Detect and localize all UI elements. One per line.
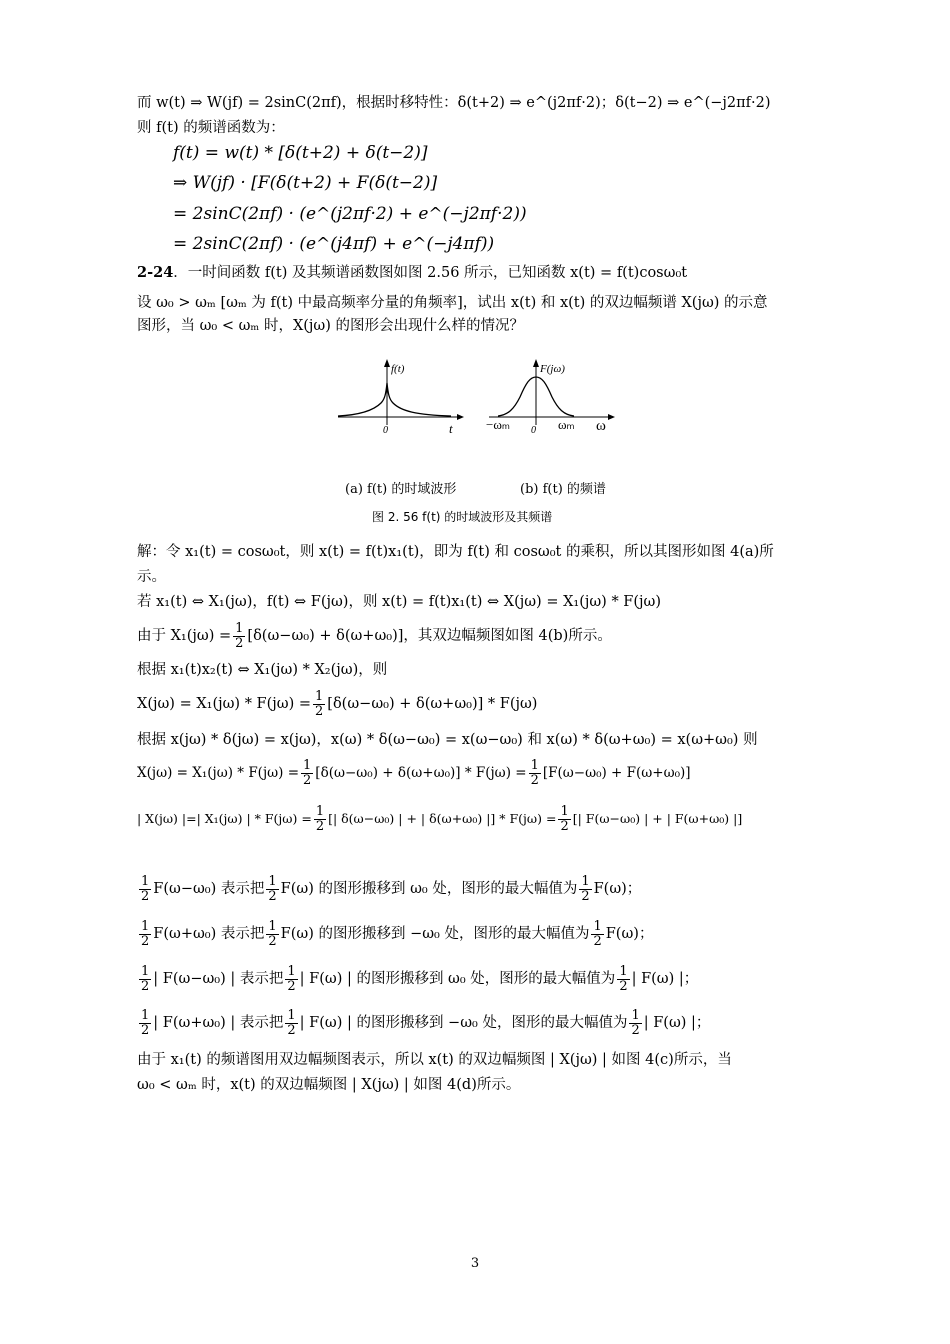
fraction: $\frac{1}{2}$ — [315, 688, 324, 719]
fraction: $\frac{1}{2}$ — [141, 1007, 150, 1038]
fraction: $\frac{1}{2}$ — [530, 758, 539, 788]
ft-label: f(t) — [391, 363, 405, 375]
fraction: $\frac{1}{2}$ — [581, 873, 590, 904]
fraction: $\frac{1}{2}$ — [619, 963, 628, 994]
equation: = 2sinC(2πf) · (e^(j4πf) + e^(−j4πf)) — [173, 234, 495, 254]
text-line: 而 w(t) ⇒ W(jf) = 2sinC(2πf)，根据时移特性：δ(t+2) ⇒ e^(j2πf·2)；δ(t−2) ⇒ e^(−j2πf·2) — [137, 95, 771, 111]
fraction: $\frac{1}{2}$ — [287, 1007, 296, 1038]
problem-line-1: 2-24．一时间函数 f(t) 及其频谱函数图如图 2.56 所示，已知函数 x(t) = f(t)cosω₀t — [137, 264, 688, 281]
solution-line: 解：令 x₁(t) = cosω₀t，则 x(t) = f(t)x₁(t)，即为 f(t) 和 cosω₀t 的乘积，所以其图形如图 4(a)所 — [137, 544, 774, 560]
problem-line-3: 图形，当 ω₀ < ωₘ 时，X(jω) 的图形会出现什么样的情况？ — [137, 318, 525, 334]
solution-line: 示。 — [137, 569, 166, 585]
solution-line: 根据 x₁(t)x₂(t) ⇔ X₁(jω) * X₂(jω)，则 — [137, 662, 388, 678]
solution-line: $\frac{1}{2}$ | F(ω+ω₀) | 表示把 $\frac{1}{2}$ | F(ω) | 的图形搬移到 −ω₀ 处，图形的最大幅值为 $\frac{1}{2}$ | F(ω) |； — [141, 1007, 711, 1038]
equation: = 2sinC(2πf) · (e^(j2πf·2) + e^(−j2πf·2)) — [173, 204, 527, 224]
solution-line: 若 x₁(t) ⇔ X₁(jω)，f(t) ⇔ F(jω)，则 x(t) = f(t)x₁(t) ⇔ X(jω) = X₁(jω) * F(jω) — [137, 594, 662, 610]
Fjw-label: F(jω) — [540, 363, 565, 375]
text-line: 则 f(t) 的频谱函数为： — [137, 120, 285, 136]
spectrum-plot — [484, 355, 620, 443]
solution-line: $\frac{1}{2}$ | F(ω−ω₀) | 表示把 $\frac{1}{2}$ | F(ω) | 的图形搬移到 ω₀ 处，图形的最大幅值为 $\frac{1}{2}$ | F(ω) |； — [141, 963, 699, 994]
equation: f(t) = w(t) * [δ(t+2) + δ(t−2)] — [173, 143, 428, 163]
solution-line: ω₀ < ωₘ 时，x(t) 的双边幅频图 | X(jω) | 如图 4(d)所示。 — [137, 1077, 521, 1093]
fraction: $\frac{1}{2}$ — [560, 804, 569, 834]
fraction: $\frac{1}{2}$ — [631, 1007, 640, 1038]
problem-line-2: 设 ω₀ > ωₘ [ωₘ 为 f(t) 中最高频率分量的角频率]，试出 x(t) 和 x(t) 的双边幅频谱 X(jω) 的示意 — [137, 295, 768, 311]
time-waveform-plot — [333, 355, 465, 435]
fraction: $\frac{1}{2}$ — [593, 918, 602, 949]
fraction: $\frac{1}{2}$ — [141, 963, 150, 994]
solution-line: $\frac{1}{2}$ F(ω+ω₀) 表示把 $\frac{1}{2}$ F(ω) 的图形搬移到 −ω₀ 处，图形的最大幅值为 $\frac{1}{2}$ F(ω)； — [141, 918, 654, 949]
omega-axis-label: ω — [596, 418, 606, 434]
fraction: $\frac{1}{2}$ — [141, 918, 150, 949]
solution-line: X(jω) = X₁(jω) * F(jω) = $\frac{1}{2}$ [δ(ω−ω₀) + δ(ω+ω₀)] * F(jω) = $\frac{1}{2}$ [F(ω−ω₀) + F(ω+ω₀)] — [137, 758, 691, 788]
wm-label: ωₘ — [558, 417, 575, 432]
fraction: $\frac{1}{2}$ — [287, 963, 296, 994]
figure-caption: 图 2. 56 f(t) 的时域波形及其频谱 — [372, 510, 553, 524]
t-axis-label: t — [449, 421, 453, 435]
neg-wm-label: −ωₘ — [486, 417, 510, 432]
page-number: 3 — [470, 1256, 480, 1271]
fraction: $\frac{1}{2}$ — [303, 758, 312, 788]
fraction: $\frac{1}{2}$ — [141, 873, 150, 904]
solution-line: 根据 x(jω) * δ(jω) = x(jω)，x(ω) * δ(ω−ω₀) = x(ω−ω₀) 和 x(ω) * δ(ω+ω₀) = x(ω+ω₀) 则 — [137, 732, 758, 748]
solution-line: $\frac{1}{2}$ F(ω−ω₀) 表示把 $\frac{1}{2}$ F(ω) 的图形搬移到 ω₀ 处，图形的最大幅值为 $\frac{1}{2}$ F(ω)； — [141, 873, 642, 904]
solution-line: 由于 X₁(jω) = $\frac{1}{2}$ [δ(ω−ω₀) + δ(ω+ω₀)]，其双边幅频图如图 4(b)所示。 — [137, 620, 612, 651]
zero-label: 0 — [383, 425, 388, 435]
fraction: $\frac{1}{2}$ — [315, 804, 325, 834]
solution-line: X(jω) = X₁(jω) * F(jω) = $\frac{1}{2}$ [δ(ω−ω₀) + δ(ω+ω₀)] * F(jω) — [137, 688, 538, 719]
solution-line: 由于 x₁(t) 的频谱图用双边幅频图表示，所以 x(t) 的双边幅频图 | X(jω) | 如图 4(c)所示，当 — [137, 1052, 732, 1068]
fraction: $\frac{1}{2}$ — [268, 873, 277, 904]
fraction: $\frac{1}{2}$ — [268, 918, 277, 949]
equation: ⇒ W(jf) · [F(δ(t+2) + F(δ(t−2)] — [173, 173, 438, 193]
problem-number: 2-24 — [137, 264, 174, 281]
fraction: $\frac{1}{2}$ — [235, 620, 244, 651]
subcaption-b: (b) f(t) 的频谱 — [520, 482, 606, 497]
zero-label: 0 — [531, 425, 536, 436]
subcaption-a: (a) f(t) 的时域波形 — [345, 482, 457, 497]
solution-line: | X(jω) |=| X₁(jω) | * F(jω) = $\frac{1}{2}$ [| δ(ω−ω₀) | + | δ(ω+ω₀) |] * F(jω) = $\frac{1}{2}$ [| F(ω−ω₀) | + | F(ω+ω₀) |] — [137, 804, 743, 834]
